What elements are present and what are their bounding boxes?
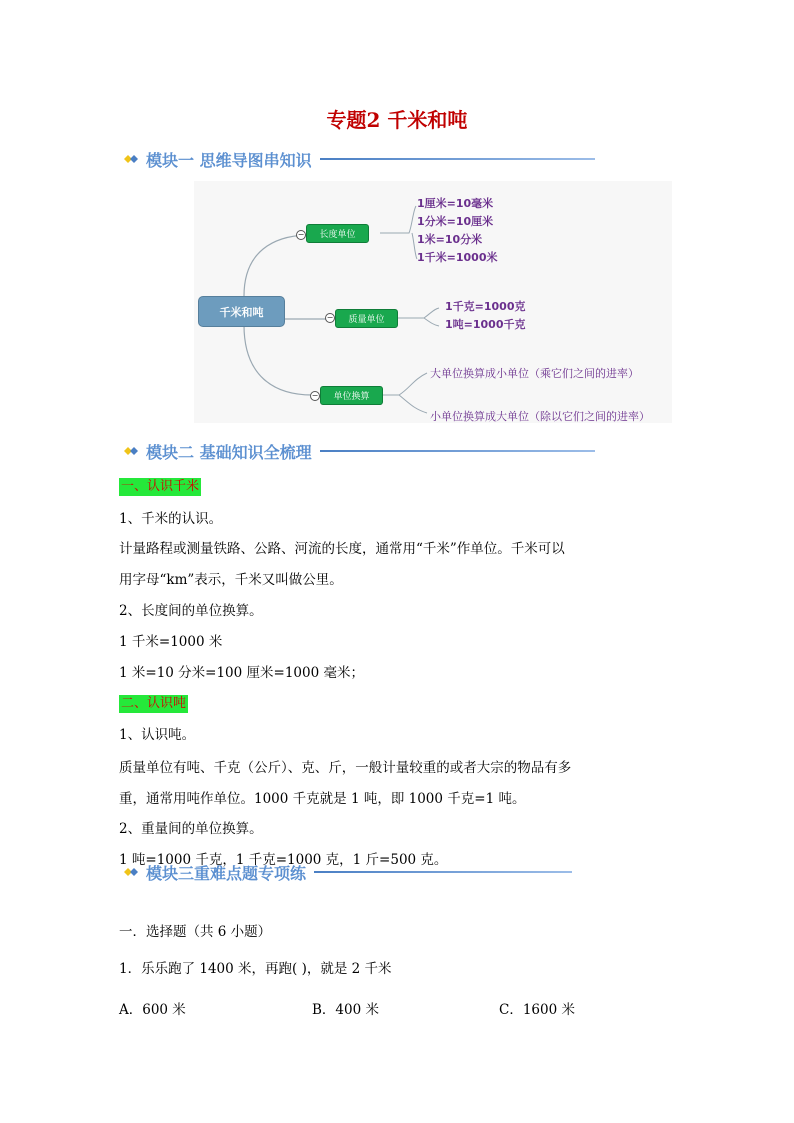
module-header-3 bbox=[120, 859, 572, 885]
module-title-1: 模块一 思维导图串知识 bbox=[146, 150, 312, 170]
text-line: 质量单位有吨、千克（公斤）、克、斤，一般计量较重的或者大宗的物品有多 bbox=[119, 760, 572, 776]
collapse-icon[interactable]: − bbox=[326, 313, 334, 322]
option-a[interactable]: A．600 米 bbox=[119, 1002, 186, 1018]
double-diamond-icon bbox=[120, 865, 142, 879]
leaf-length-2: 1分米=10厘米 bbox=[417, 215, 494, 228]
mind-map-node-length: 长度单位 bbox=[306, 224, 369, 243]
collapse-icon[interactable]: − bbox=[297, 230, 305, 239]
leaf-conversion-2: 小单位换算成大单位（除以它们之间的进率） bbox=[430, 410, 650, 423]
section-tag-ton: 二、认识吨 bbox=[121, 696, 187, 711]
option-c[interactable]: C．1600 米 bbox=[499, 1002, 575, 1018]
module-title-2: 模块二 基础知识全梳理 bbox=[146, 442, 312, 462]
leaf-length-1: 1厘米=10毫米 bbox=[417, 197, 494, 210]
module-header-1 bbox=[120, 146, 595, 172]
module-header-2 bbox=[120, 438, 595, 464]
option-b[interactable]: B．400 米 bbox=[312, 1002, 379, 1018]
divider-line bbox=[320, 450, 595, 452]
text-line: 1 米=10 分米=100 厘米=1000 毫米； bbox=[119, 665, 364, 681]
mind-map-node-conversion: 单位换算 bbox=[320, 386, 383, 405]
mind-map-node-mass: 质量单位 bbox=[335, 309, 398, 328]
leaf-mass-1: 1千克=1000克 bbox=[445, 300, 526, 313]
leaf-length-3: 1米=10分米 bbox=[417, 233, 483, 246]
double-diamond-icon bbox=[120, 444, 142, 458]
leaf-mass-2: 1吨=1000千克 bbox=[445, 318, 526, 331]
text-line: 重，通常用吨作单位。1000 千克就是 1 吨，即 1000 千克=1 吨。 bbox=[119, 791, 526, 807]
text-line: 1 吨=1000 千克，1 千克=1000 克，1 斤=500 克。 bbox=[119, 852, 448, 868]
text-line: 1、千米的认识。 bbox=[119, 511, 223, 527]
text-line: 2、重量间的单位换算。 bbox=[119, 821, 263, 837]
leaf-length-4: 1千米=1000米 bbox=[417, 251, 498, 264]
question-1: 1．乐乐跑了 1400 米，再跑( )，就是 2 千米 bbox=[119, 961, 392, 977]
text-line: 用字母“km”表示，千米又叫做公里。 bbox=[119, 572, 343, 588]
double-diamond-icon bbox=[120, 152, 142, 166]
text-line: 2、长度间的单位换算。 bbox=[119, 603, 263, 619]
page-title: 专题2 千米和吨 bbox=[326, 108, 468, 132]
section-tag-km: 一、认识千米 bbox=[121, 479, 200, 494]
mind-map-root: 千米和吨 bbox=[198, 296, 285, 327]
module-title-3: 模块三重难点题专项练 bbox=[146, 863, 307, 883]
text-line: 1、认识吨。 bbox=[119, 727, 196, 743]
mind-map bbox=[194, 181, 672, 423]
exercise-heading: 一．选择题（共 6 小题） bbox=[119, 924, 272, 940]
text-line: 计量路程或测量铁路、公路、河流的长度，通常用“千米”作单位。千米可以 bbox=[119, 541, 565, 557]
divider-line bbox=[314, 871, 572, 873]
collapse-icon[interactable]: − bbox=[311, 391, 319, 400]
leaf-conversion-1: 大单位换算成小单位（乘它们之间的进率） bbox=[430, 367, 639, 380]
text-line: 1 千米=1000 米 bbox=[119, 634, 223, 650]
divider-line bbox=[320, 158, 595, 160]
